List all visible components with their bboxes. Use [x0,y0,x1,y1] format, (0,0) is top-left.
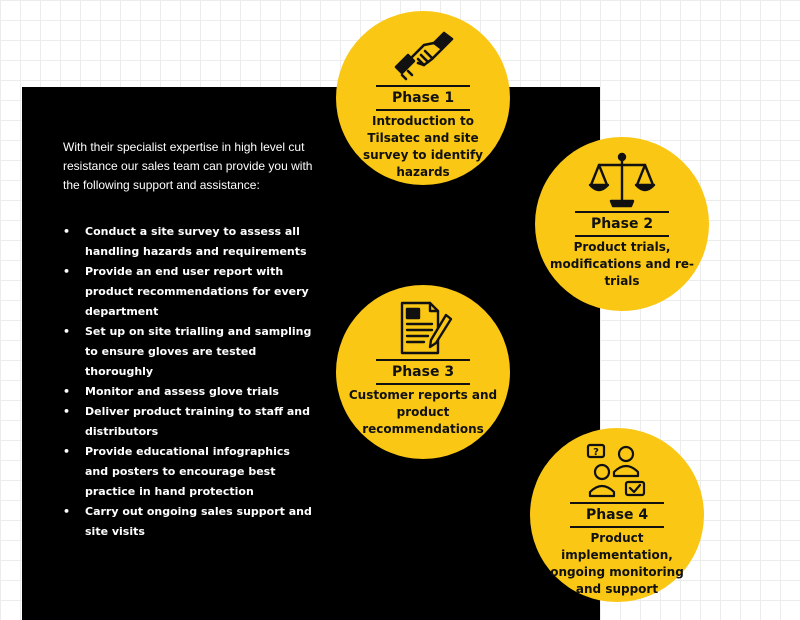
phase-title: Phase 3 [376,359,470,385]
phase-title: Phase 4 [570,502,664,528]
list-item: • Provide educational infographics and posters to encourage best practice in hand protection [63,442,313,502]
phase-description: Product implementation, ongoing monitoring and support [550,531,684,596]
list-item: • Conduct a site survey to assess all handling hazards and requirements [63,222,313,262]
phase-4-circle [530,428,704,602]
phase-description: Customer reports and product recommendations [348,388,498,436]
phase-3-circle [336,285,510,459]
svg-text:?: ? [593,447,599,458]
phase-title: Phase 1 [376,85,470,111]
intro-text: With their specialist expertise in high level cut resistance our sales team can provide you with the following support and assistance: [63,140,313,192]
team-support-icon [582,442,652,500]
document-pen-icon [388,299,458,357]
list-item: • Provide an end user report with product recommendations for every department [63,262,313,322]
list-item: • Monitor and assess glove trials [63,382,313,402]
phase-description: Introduction to Tilsatec and site survey to identify hazards [363,114,483,179]
handshake-icon [388,25,458,83]
list-item: • Set up on site trialling and sampling to ensure gloves are tested thoroughly [63,322,313,382]
phase-title: Phase 2 [575,211,669,237]
list-item: • Deliver product training to staff and distributors [63,402,313,442]
phase-2-circle [535,137,709,311]
phase-description: Product trials, modifications and re-trials [550,240,694,288]
support-list [63,222,313,542]
list-item: • Carry out ongoing sales support and site visits [63,502,313,542]
scales-icon [587,151,657,209]
phase-1-circle [336,11,510,185]
